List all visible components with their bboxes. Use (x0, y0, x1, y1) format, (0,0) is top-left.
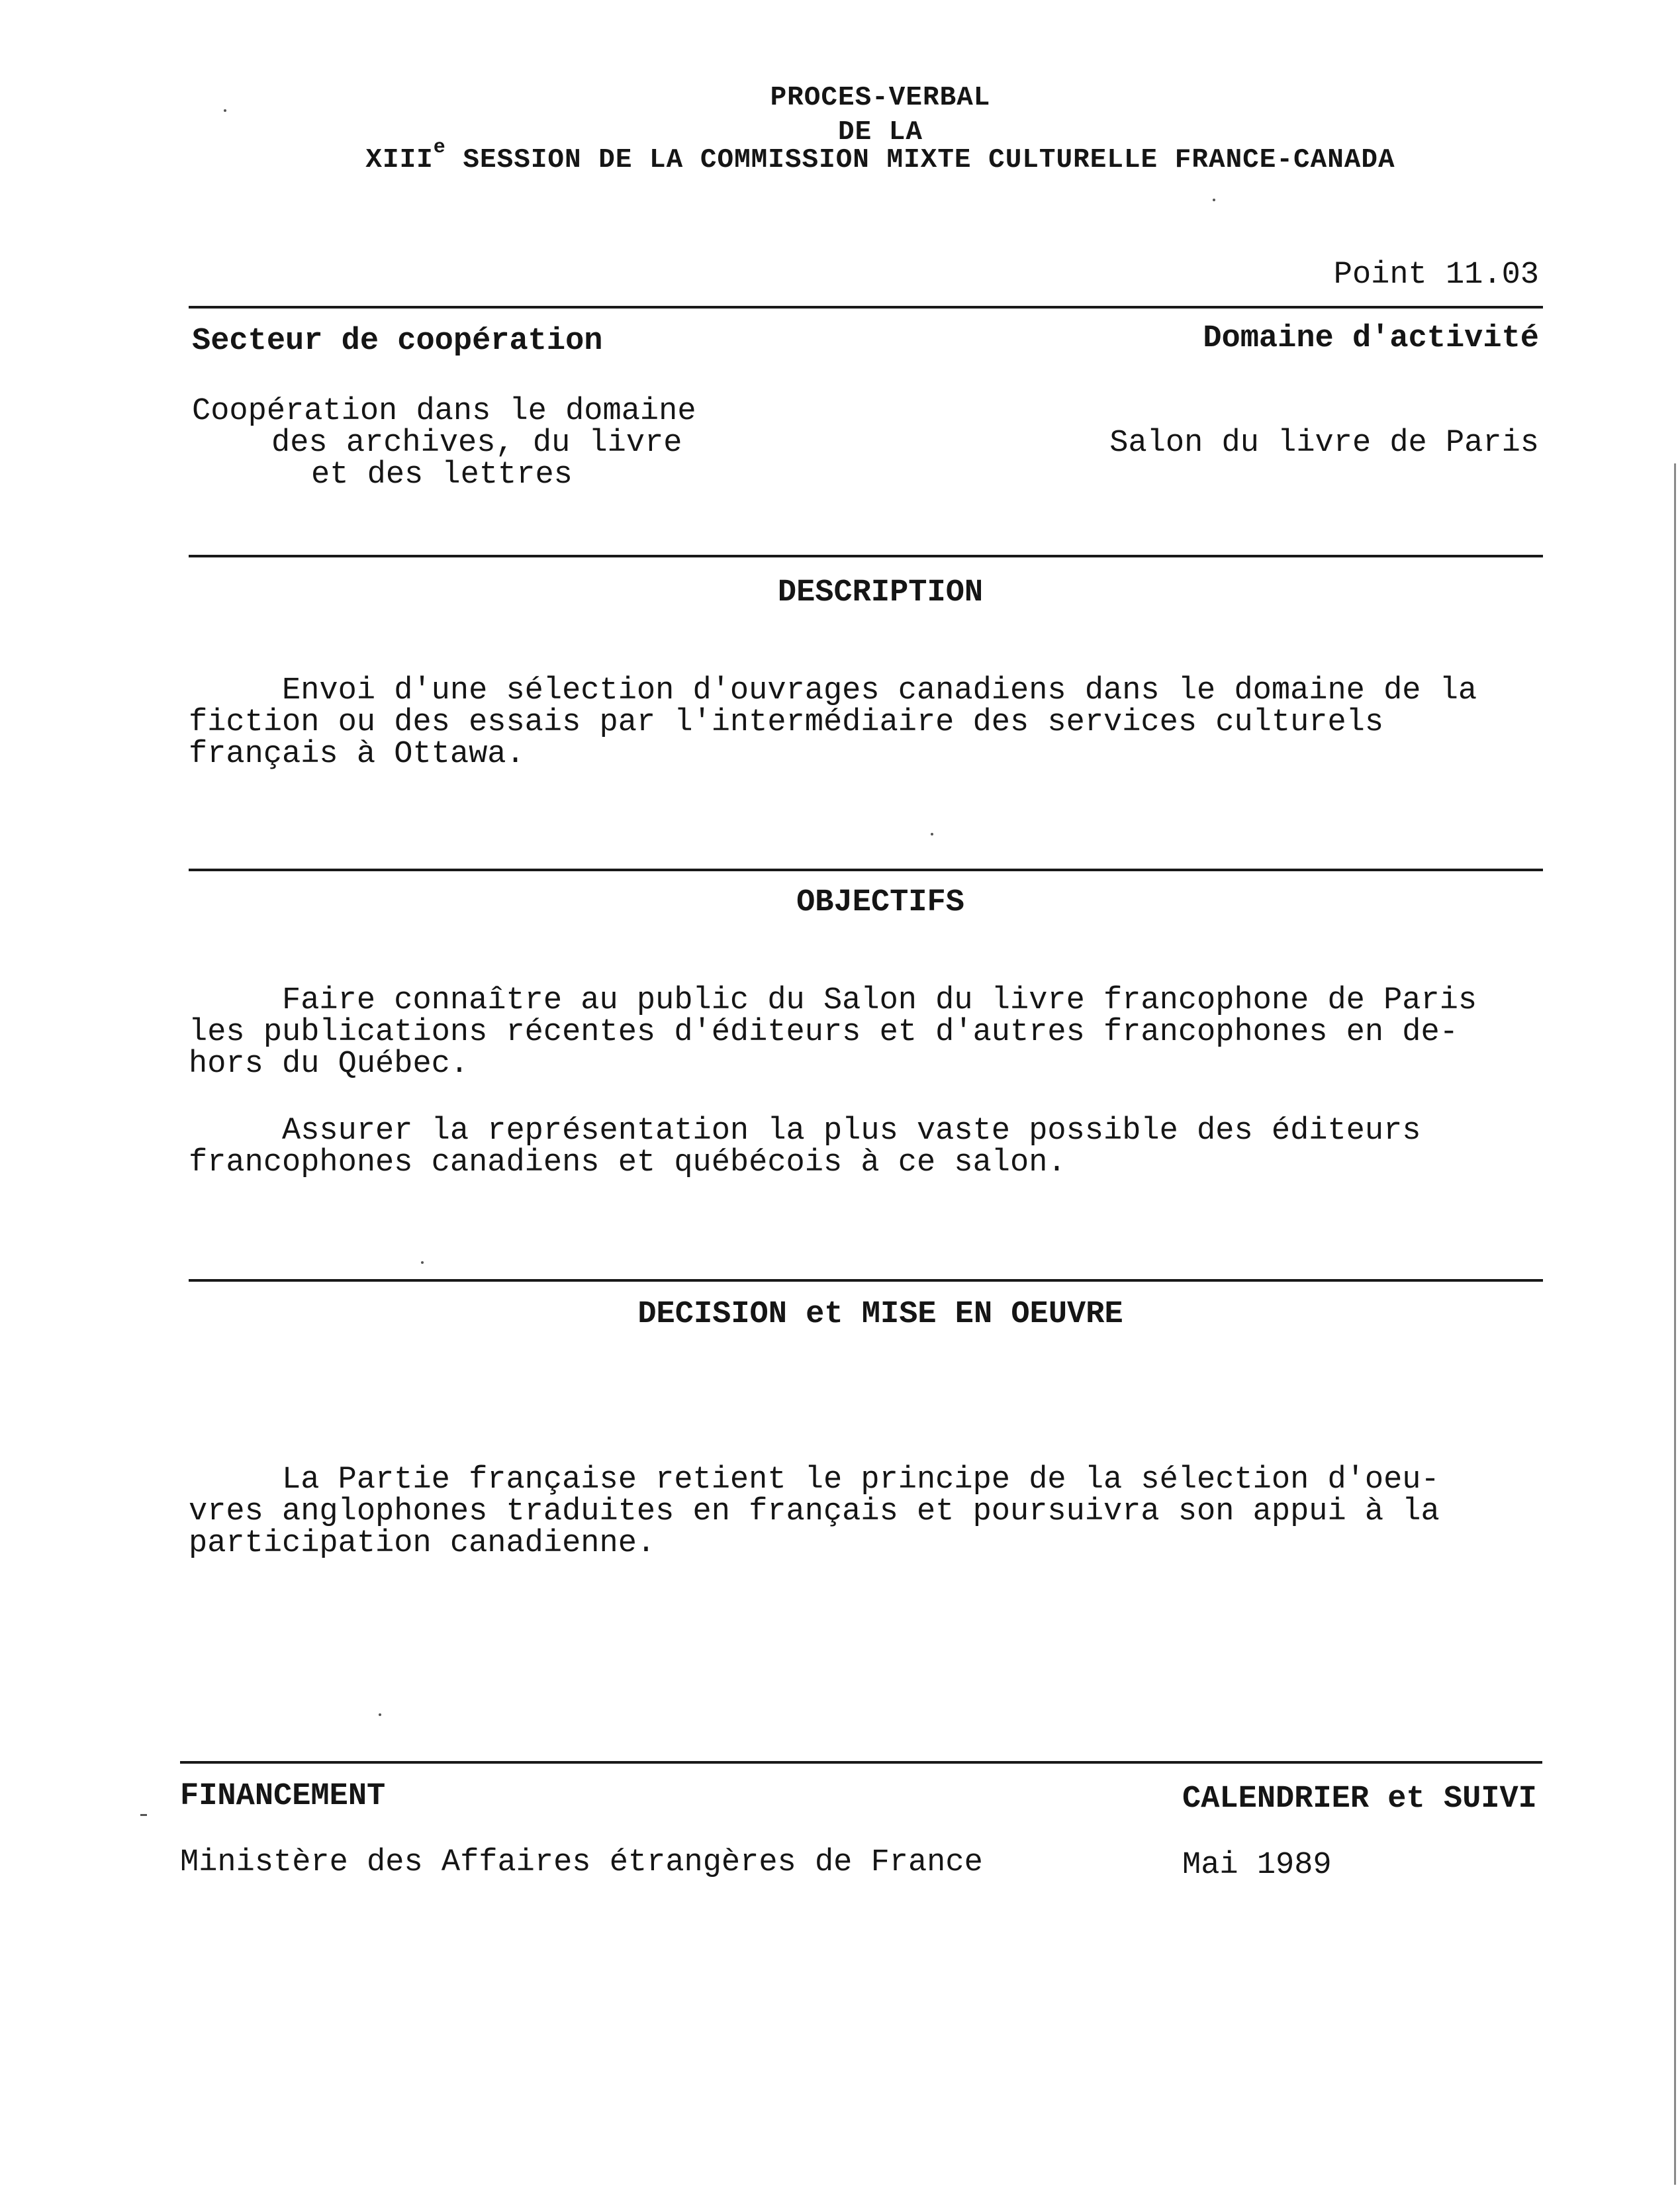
divider-top (189, 306, 1543, 309)
sector-line-3: et des lettres (311, 457, 573, 493)
scan-speck (379, 1713, 381, 1716)
objectifs-heading: OBJECTIFS (796, 885, 964, 920)
description-heading: DESCRIPTION (777, 575, 984, 610)
page-edge-shadow (1674, 463, 1676, 2185)
header-session (285, 136, 1476, 175)
decision-heading: DECISION et MISE EN OEUVRE (637, 1297, 1123, 1332)
scan-speck (1213, 199, 1215, 201)
session-title: SESSION DE LA COMMISSION MIXTE CULTURELLE FRANCE-CANADA (445, 145, 1395, 175)
scan-speck (140, 1814, 147, 1816)
objectifs-para1-line-1: Faire connaître au public du Salon du livre francophone de Paris (189, 983, 1477, 1018)
divider-description (189, 555, 1543, 557)
decision-line-1: La Partie française retient le principe de la sélection d'oeu- (189, 1462, 1440, 1498)
scan-speck (224, 109, 226, 112)
scan-speck (421, 1261, 424, 1264)
financement-label: FINANCEMENT (180, 1779, 386, 1814)
point-number: Point 11.03 (1333, 258, 1539, 293)
decision-line-3: participation canadienne. (189, 1526, 656, 1561)
decision-line-2: vres anglophones traduites en français et poursuivra son appui à la (189, 1494, 1440, 1529)
session-superscript: e (433, 136, 446, 159)
header-subtitle: DE LA (837, 117, 923, 148)
objectifs-para2-line-1: Assurer la représentation la plus vaste possible des éditeurs (189, 1114, 1421, 1149)
sector-label: Secteur de coopération (192, 324, 603, 359)
divider-objectifs (189, 869, 1543, 871)
domain-label: Domaine d'activité (1203, 321, 1539, 356)
objectifs-para1-line-2: les publications récentes d'éditeurs et d'autres francophones en de- (189, 1015, 1458, 1050)
session-number: XIII (365, 145, 434, 175)
domain-value: Salon du livre de Paris (1109, 426, 1539, 461)
header-title: PROCES-VERBAL (770, 83, 991, 113)
description-line-3: français à Ottawa. (189, 737, 525, 772)
financement-value: Ministère des Affaires étrangères de France (180, 1845, 983, 1880)
scan-speck (931, 833, 933, 835)
divider-decision (189, 1279, 1543, 1282)
objectifs-para2-line-2: francophones canadiens et québécois à ce salon. (189, 1145, 1066, 1180)
divider-financement (180, 1761, 1542, 1764)
description-line-1: Envoi d'une sélection d'ouvrages canadiens dans le domaine de la (189, 673, 1477, 708)
sector-line-1: Coopération dans le domaine (192, 394, 696, 429)
calendrier-label: CALENDRIER et SUIVI (1182, 1782, 1537, 1817)
objectifs-para1-line-3: hors du Québec. (189, 1047, 469, 1082)
description-line-2: fiction ou des essais par l'intermédiaire des services culturels (189, 705, 1384, 740)
calendrier-value: Mai 1989 (1182, 1848, 1332, 1883)
sector-line-2: des archives, du livre (271, 426, 682, 461)
